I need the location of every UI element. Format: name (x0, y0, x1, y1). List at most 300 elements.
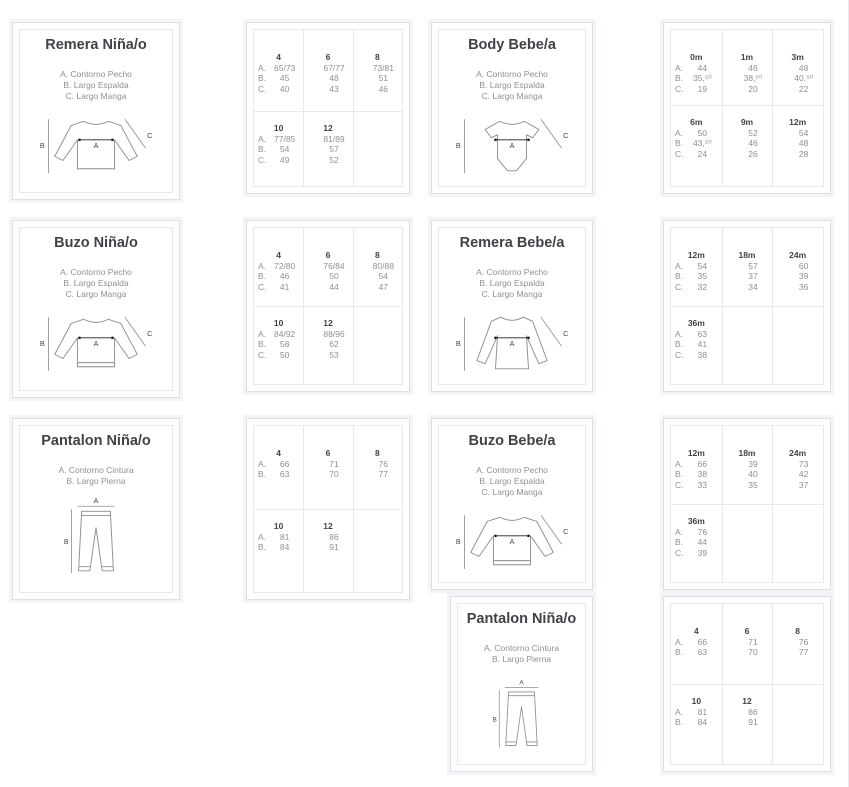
measure-letter (726, 128, 738, 139)
garment-title: Pantalon Niña/o (41, 433, 151, 449)
measure-row (726, 128, 769, 139)
measure-label-b: B (39, 141, 45, 151)
guide-card-buzo-bebe (431, 418, 593, 590)
measure-value: 66 (279, 458, 290, 469)
measure-value: 35 (697, 271, 708, 281)
measure-row (776, 149, 819, 160)
measure-letter (357, 261, 369, 272)
measure-letter (726, 282, 738, 293)
measure-value: 57 (329, 144, 339, 154)
size-cell (726, 52, 769, 94)
size-cell (307, 521, 348, 553)
size-cell (726, 696, 769, 728)
size-cell (776, 250, 819, 292)
table-column-divider (353, 30, 354, 186)
measure-letter: B. (258, 144, 267, 154)
measure-value: 19 (697, 83, 708, 94)
measure-value: 77/85 (274, 133, 296, 144)
size-cell (675, 52, 718, 94)
size-label: 8 (795, 626, 801, 636)
measure-letter (776, 128, 788, 139)
measure-letter: A. (258, 62, 267, 73)
measure-row (258, 134, 299, 145)
size-cell (675, 516, 718, 558)
measure-value: 53 (329, 349, 339, 360)
measure-letter: C. (258, 154, 267, 165)
measure-row (307, 261, 348, 272)
size-label: 24m (789, 448, 807, 458)
size-cell (726, 448, 769, 490)
measure-row (258, 282, 299, 293)
measure-value: 91 (748, 717, 758, 727)
size-cell (726, 117, 769, 159)
measure-row (258, 144, 299, 155)
measure-value: 63 (697, 647, 708, 657)
measure-letter (357, 73, 369, 84)
table-column-divider (772, 228, 773, 384)
size-cell (258, 52, 299, 94)
measure-row (776, 84, 819, 95)
table-inner-frame (670, 425, 824, 583)
measure-row (675, 271, 718, 282)
measure-value: 70 (329, 469, 339, 479)
measure-label-a: A (93, 339, 99, 349)
measurement-label: B. Largo Espalda (479, 80, 545, 90)
table-column-divider (303, 228, 304, 384)
measure-value: 39 (748, 458, 758, 469)
measure-letter: B. (675, 339, 684, 349)
measure-letter (776, 282, 788, 293)
measure-value: 88/96 (323, 328, 345, 339)
measure-value: 46 (279, 271, 290, 281)
measure-row (726, 271, 769, 282)
measure-letter (307, 329, 319, 340)
measure-label-c: C (563, 328, 569, 338)
measure-row (357, 459, 398, 470)
measure-value: 48 (329, 73, 339, 83)
size-label: 12 (742, 696, 752, 706)
measure-letter: A. (675, 62, 684, 73)
measure-value: 54 (697, 260, 708, 271)
measure-letter: B. (675, 647, 684, 657)
measure-letter: A. (258, 260, 267, 271)
measure-letter (307, 532, 319, 543)
measure-value: 40,⁵⁰ (794, 73, 814, 83)
measure-row (726, 480, 769, 491)
measure-value: 45 (279, 73, 290, 83)
measure-letter: A. (675, 260, 684, 271)
measure-label-a: A (519, 679, 524, 687)
measure-letter (307, 144, 319, 155)
measure-row (776, 459, 819, 470)
measure-letter: B. (258, 469, 267, 479)
table-row-divider (671, 105, 823, 106)
measure-value: 81 (279, 531, 290, 542)
measure-value: 40 (279, 83, 290, 94)
size-label: 8 (374, 52, 380, 62)
measure-row (258, 542, 299, 553)
measure-letter (307, 282, 319, 293)
measure-letter (307, 63, 319, 74)
size-cell (357, 52, 398, 94)
measure-row (675, 469, 718, 480)
measure-value: 48 (798, 138, 809, 148)
size-label: 24m (789, 250, 807, 260)
measure-value: 50 (697, 127, 708, 138)
measure-row (675, 73, 718, 84)
table-column-divider (722, 426, 723, 582)
table-inner-frame (670, 227, 824, 385)
pants-outline (79, 511, 114, 570)
size-label: 10 (273, 318, 284, 328)
measure-row (675, 84, 718, 95)
measure-label-a: A (93, 141, 99, 151)
measure-value: 70 (748, 647, 758, 657)
measure-row (675, 717, 718, 728)
measure-row (258, 63, 299, 74)
measure-label-b: B (455, 141, 461, 151)
size-label: 10 (273, 123, 284, 133)
long-sleeve-shirt-icon (28, 113, 164, 182)
measure-letter (776, 637, 788, 648)
measure-value: 28 (798, 148, 809, 159)
measure-row (307, 542, 348, 553)
size-cell (675, 117, 718, 159)
measure-value: 20 (748, 83, 758, 94)
measure-letter (776, 469, 788, 480)
measure-row (675, 63, 718, 74)
measure-value: 51 (378, 73, 389, 83)
measure-letter: C. (675, 83, 684, 94)
measure-value: 81/89 (323, 133, 345, 144)
measure-row (726, 138, 769, 149)
garment-title: Buzo Bebe/a (468, 433, 556, 449)
measure-letter (307, 542, 319, 553)
measure-value: 66 (697, 458, 708, 469)
measurement-legend (451, 643, 592, 665)
table-row-divider (254, 509, 402, 510)
garment-title: Remera Niña/o (45, 37, 147, 53)
measure-letter: C. (258, 83, 267, 94)
measure-row (357, 261, 398, 272)
measure-value: 39 (798, 271, 809, 281)
measure-value: 65/73 (274, 62, 296, 73)
measure-row (675, 637, 718, 648)
measure-row (726, 707, 769, 718)
measure-label-a: A (509, 141, 515, 151)
table-inner-frame (670, 29, 824, 187)
measure-row (675, 282, 718, 293)
measure-row (776, 271, 819, 282)
measure-value: 52 (329, 154, 339, 165)
size-cell (307, 123, 348, 165)
measure-label-a: A (93, 497, 99, 506)
measure-letter (726, 480, 738, 491)
measure-value: 91 (329, 542, 339, 552)
table-row-divider (254, 111, 402, 112)
size-label: 9m (740, 117, 754, 127)
measure-value: 47 (378, 281, 389, 292)
measure-value: 72/80 (274, 260, 296, 271)
measure-row (357, 73, 398, 84)
measure-value: 77 (798, 647, 809, 657)
measure-letter (726, 637, 738, 648)
measure-row (675, 339, 718, 350)
size-cell (726, 626, 769, 658)
measure-label-c: C (147, 328, 153, 338)
size-label: 12m (687, 448, 705, 458)
measure-value: 38 (697, 469, 708, 479)
measure-row (726, 469, 769, 480)
measure-value: 76/84 (323, 260, 345, 271)
measure-letter (726, 469, 738, 480)
measure-letter (776, 261, 788, 272)
measurement-label: A. Contorno Pecho (60, 267, 132, 277)
measure-letter (726, 84, 738, 95)
measure-value: 67/77 (323, 62, 345, 73)
measure-letter: B. (675, 73, 684, 83)
measure-letter (307, 155, 319, 166)
measure-value: 49 (279, 154, 290, 165)
measurement-label: B. Largo Espalda (63, 80, 129, 90)
measure-letter (307, 84, 319, 95)
guide-card-pantalon-nino-2 (450, 596, 593, 772)
measure-value: 86 (329, 531, 339, 542)
measure-row (357, 63, 398, 74)
size-cell (258, 250, 299, 292)
measure-letter: C. (675, 349, 684, 360)
measure-value: 77 (378, 469, 389, 479)
measure-letter (776, 271, 788, 282)
measure-value: 54 (279, 144, 290, 154)
measure-value: 71 (329, 458, 339, 469)
size-table-pantalon-nino-2 (663, 596, 831, 772)
measure-letter: B. (675, 138, 684, 148)
size-cell (258, 448, 299, 480)
measure-row (726, 63, 769, 74)
measure-row (726, 149, 769, 160)
measure-value: 48 (798, 62, 809, 73)
measure-row (726, 261, 769, 272)
measure-letter: B. (258, 542, 267, 552)
measure-letter: C. (675, 281, 684, 292)
measure-letter (726, 707, 738, 718)
size-cell (675, 448, 718, 490)
table-column-divider (303, 30, 304, 186)
measure-letter: A. (675, 526, 684, 537)
measure-label-b: B (63, 538, 69, 547)
measure-value: 50 (329, 271, 339, 281)
measure-row (726, 717, 769, 728)
table-column-divider (722, 228, 723, 384)
measure-value: 50 (279, 349, 290, 360)
measure-letter (726, 459, 738, 470)
size-label: 10 (691, 696, 702, 706)
measure-row (258, 339, 299, 350)
measure-letter (307, 469, 319, 480)
measure-value: 60 (798, 260, 809, 271)
measure-value: 54 (798, 127, 809, 138)
measure-value: 46 (378, 83, 389, 94)
size-label: 6m (690, 117, 703, 127)
measure-row (675, 537, 718, 548)
table-column-divider (772, 426, 773, 582)
measure-row (726, 282, 769, 293)
measure-value: 33 (697, 479, 708, 490)
measure-value: 54 (378, 271, 389, 281)
measure-value: 24 (697, 148, 708, 159)
measure-letter: C. (675, 148, 684, 159)
size-label: 6 (325, 52, 331, 62)
measure-row (726, 459, 769, 470)
measure-value: 52 (748, 127, 758, 138)
measure-row (258, 155, 299, 166)
measure-letter (776, 149, 788, 160)
measurement-label: C. Largo Manga (481, 487, 543, 497)
measure-value: 62 (329, 339, 339, 349)
measure-letter (726, 261, 738, 272)
measure-value: 34 (748, 281, 758, 292)
measurement-legend (13, 69, 179, 102)
measure-value: 76 (378, 458, 389, 469)
size-cell (776, 52, 819, 94)
measurement-label: C. Largo Manga (481, 91, 543, 101)
measurement-label: C. Largo Manga (65, 91, 127, 101)
measurement-legend (13, 267, 179, 300)
measure-row (307, 73, 348, 84)
size-cell (307, 448, 348, 480)
measure-row (776, 128, 819, 139)
measure-row (675, 329, 718, 340)
measure-row (307, 63, 348, 74)
measurement-label: A. Contorno Pecho (60, 69, 132, 79)
measure-row (307, 532, 348, 543)
measure-letter (357, 84, 369, 95)
measure-letter: A. (258, 328, 267, 339)
size-cell (675, 626, 718, 658)
measure-value: 42 (798, 469, 809, 479)
measure-value: 37 (798, 479, 809, 490)
measure-letter: B. (675, 271, 684, 281)
measure-value: 44 (697, 62, 708, 73)
measurement-label: B. Largo Pierna (491, 654, 552, 664)
pants-icon (28, 497, 164, 584)
measure-row (675, 261, 718, 272)
size-table-remera-nino (246, 22, 410, 194)
measure-value: 63 (279, 469, 290, 479)
measure-row (307, 329, 348, 340)
measure-value: 73/81 (372, 62, 394, 73)
measure-letter (307, 73, 319, 84)
measure-row (675, 548, 718, 559)
measure-label-a: A (509, 339, 515, 349)
table-row-divider (671, 684, 823, 685)
size-label: 12m (687, 250, 705, 260)
measure-row (776, 480, 819, 491)
measure-row (776, 138, 819, 149)
measure-letter (726, 647, 738, 658)
measure-row (357, 469, 398, 480)
measure-letter: A. (675, 127, 684, 138)
measure-row (307, 459, 348, 470)
size-cell (776, 448, 819, 490)
size-cell (258, 318, 299, 360)
measure-letter: A. (675, 458, 684, 469)
table-inner-frame (253, 227, 403, 385)
measurement-label: B. Largo Pierna (66, 476, 126, 486)
size-label: 8 (374, 250, 380, 260)
baby-sweatshirt-icon (447, 509, 577, 578)
measure-row (258, 469, 299, 480)
measure-row (258, 271, 299, 282)
measurement-label: A. Contorno Pecho (476, 69, 548, 79)
table-row-divider (671, 306, 823, 307)
measure-letter (776, 138, 788, 149)
measure-letter (726, 73, 738, 84)
measure-row (258, 532, 299, 543)
size-cell (726, 250, 769, 292)
pants-icon (466, 675, 577, 762)
table-inner-frame (253, 29, 403, 187)
measure-row (675, 149, 718, 160)
measure-row (776, 637, 819, 648)
measure-letter (357, 271, 369, 282)
table-column-divider (772, 30, 773, 186)
size-label: 36m (687, 516, 705, 526)
measure-row (675, 459, 718, 470)
measure-row (307, 155, 348, 166)
measure-value: 58 (279, 339, 290, 349)
measurement-label: A. Contorno Pecho (476, 465, 548, 475)
measure-letter: B. (258, 271, 267, 281)
measure-label-b: B (455, 339, 461, 349)
measure-row (776, 63, 819, 74)
size-label: 8 (374, 448, 380, 458)
table-row-divider (671, 504, 823, 505)
size-cell (307, 318, 348, 360)
measure-letter (307, 134, 319, 145)
measurement-label: C. Largo Manga (481, 289, 543, 299)
measure-letter (776, 480, 788, 491)
measure-value: 84/92 (274, 328, 296, 339)
size-label: 18m (738, 448, 756, 458)
size-label: 6 (325, 448, 331, 458)
measure-row (776, 647, 819, 658)
size-label: 6 (325, 250, 331, 260)
measure-letter: B. (258, 73, 267, 83)
measure-row (726, 73, 769, 84)
measure-row (776, 282, 819, 293)
measure-row (307, 144, 348, 155)
measure-label-a: A (509, 537, 515, 547)
size-label: 4 (693, 626, 699, 636)
measure-letter: A. (258, 531, 267, 542)
size-label: 36m (687, 318, 705, 328)
measure-row (726, 84, 769, 95)
measure-row (307, 84, 348, 95)
table-column-divider (722, 604, 723, 764)
measure-row (258, 84, 299, 95)
measure-row (357, 282, 398, 293)
pants-outline (506, 692, 537, 746)
measure-letter (726, 717, 738, 728)
size-label: 18m (738, 250, 756, 260)
size-cell (675, 250, 718, 292)
measure-value: 81 (697, 706, 708, 717)
measurement-legend (432, 267, 592, 300)
measure-letter: B. (675, 537, 684, 547)
measure-letter (726, 138, 738, 149)
